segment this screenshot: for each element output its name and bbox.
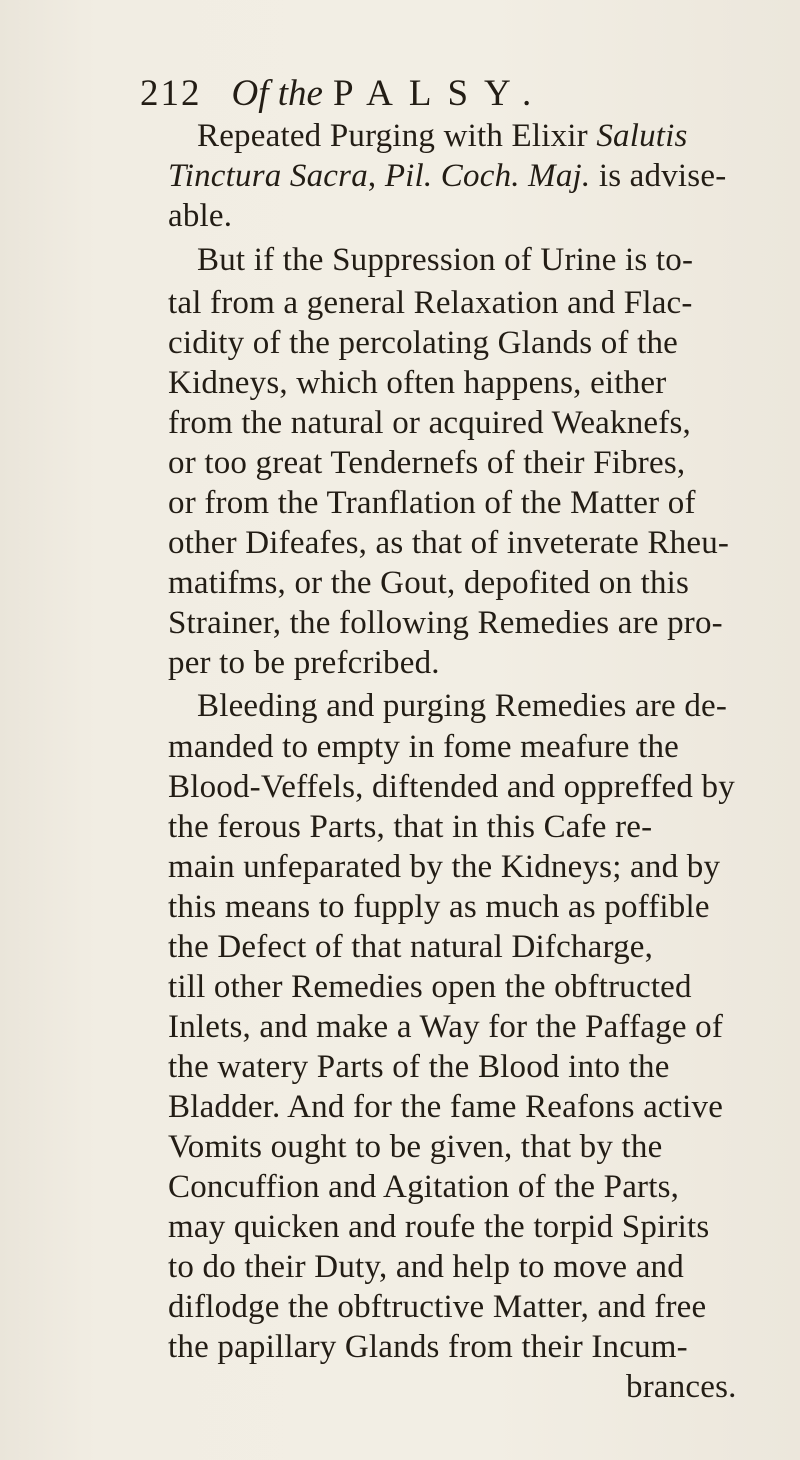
text-line-italic: Salutis — [596, 118, 688, 154]
text-line: this means to fupply as much as poffible — [168, 889, 710, 925]
text-line: the Defect of that natural Difcharge, — [168, 929, 654, 965]
text-line: main unfeparated by the Kidneys; and by — [168, 849, 721, 885]
text-line-italic: Tinctura Sacra — [168, 158, 368, 194]
text-line-italic: Pil. Coch. Maj. — [384, 158, 591, 194]
text-line: or too great Tendernefs of their Fibres, — [168, 445, 686, 481]
text-line: Vomits ought to be given, that by the — [168, 1129, 663, 1165]
page-number: 212 — [140, 73, 202, 114]
header-title-prefix: Of the — [231, 73, 323, 114]
text-line: Kidneys, which often happens, either — [168, 365, 667, 401]
text-line: manded to empty in fome meafure the — [168, 729, 679, 765]
text-line: may quicken and roufe the torpid Spirits — [168, 1209, 710, 1245]
text-line-segment: , — [367, 158, 385, 194]
text-line: tal from a general Relaxation and Flac- — [168, 285, 693, 321]
text-line — [197, 116, 688, 156]
text-line: per to be prefcribed. — [168, 645, 440, 681]
text-line: Bleeding and purging Remedies are de- — [197, 688, 728, 724]
header-title-main: PALSY. — [332, 73, 548, 114]
text-line: brances. — [626, 1369, 737, 1405]
running-header — [140, 72, 547, 116]
text-line: matifms, or the Gout, depofited on this — [168, 565, 690, 601]
text-line: able. — [168, 198, 233, 234]
text-line: Blood-Veffels, diftended and oppreffed by — [168, 769, 735, 805]
text-line: cidity of the percolating Glands of the — [168, 325, 678, 361]
text-line: or from the Tranflation of the Matter of — [168, 485, 696, 521]
text-line: from the natural or acquired Weaknefs, — [168, 405, 691, 441]
text-line: other Difeafes, as that of inveterate Rheu- — [168, 525, 730, 561]
text-line — [168, 156, 726, 196]
text-line: Bladder. And for the fame Reafons active — [168, 1089, 724, 1125]
text-line: Inlets, and make a Way for the Paffage of — [168, 1009, 724, 1045]
text-line-segment: is advise- — [590, 158, 727, 194]
text-line: the watery Parts of the Blood into the — [168, 1049, 670, 1085]
text-line: the papillary Glands from their Incum- — [168, 1329, 688, 1365]
text-line: the ferous Parts, that in this Cafe re- — [168, 809, 653, 845]
text-line: Concuffion and Agitation of the Parts, — [168, 1169, 680, 1205]
text-line: till other Remedies open the obftructed — [168, 969, 692, 1005]
text-line: But if the Suppression of Urine is to- — [197, 242, 694, 278]
text-line: diflodge the obftructive Matter, and free — [168, 1289, 707, 1325]
text-line-segment: Repeated Purging with Elixir — [197, 118, 597, 154]
text-line: to do their Duty, and help to move and — [168, 1249, 684, 1285]
text-line: Strainer, the following Remedies are pro- — [168, 605, 723, 641]
